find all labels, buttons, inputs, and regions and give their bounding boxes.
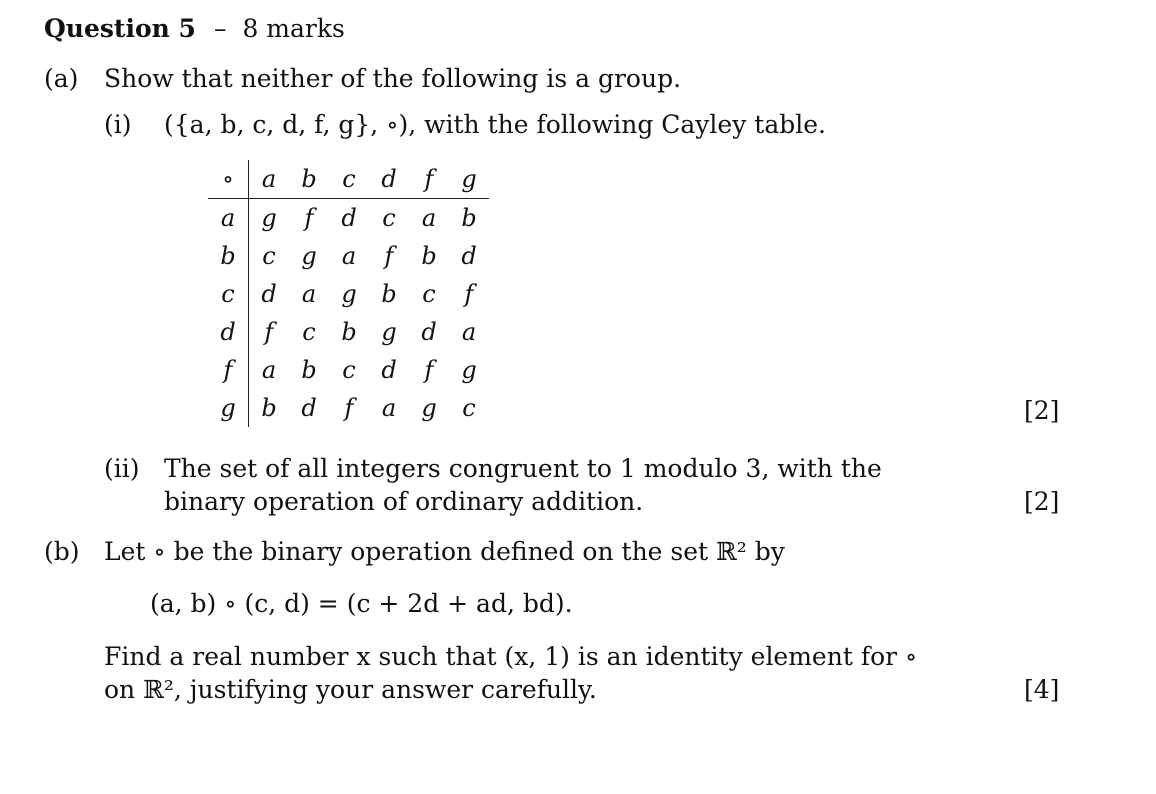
cayley-col-head: g: [449, 160, 489, 199]
cayley-cell: g: [461, 356, 477, 384]
cayley-cell: c: [382, 204, 396, 232]
part-a-ii-line2: binary operation of ordinary addition.: [164, 487, 644, 516]
part-a-ii-line1: The set of all integers congruent to 1 modulo 3, with the: [164, 454, 882, 483]
part-a-i-text: ({a, b, c, d, f, g}, ∘), with the following Cayley table.: [164, 110, 826, 139]
title-dash: –: [213, 14, 227, 43]
cayley-cell: b: [301, 356, 317, 384]
cayley-col-head: b: [289, 160, 329, 199]
cayley-cell: c: [342, 356, 356, 384]
cayley-cell: d: [381, 356, 397, 384]
cayley-cell: a: [381, 394, 397, 422]
cayley-cell: f: [304, 204, 314, 232]
cayley-row: [208, 313, 489, 351]
cayley-cell: g: [261, 204, 277, 232]
cayley-cell: f: [344, 394, 354, 422]
cayley-cell: g: [381, 318, 397, 346]
cayley-col-head: d: [369, 160, 409, 199]
part-b-line2: on ℝ², justifying your answer carefully.: [104, 675, 597, 704]
cayley-row: [208, 351, 489, 389]
cayley-row-head: a: [208, 199, 249, 238]
cayley-cell: g: [301, 242, 317, 270]
cayley-cell: f: [384, 242, 394, 270]
cayley-cell: c: [422, 280, 436, 308]
cayley-cell: b: [421, 242, 437, 270]
part-a-ii: [104, 454, 882, 483]
part-a: [44, 64, 681, 93]
cayley-row-head: f: [208, 351, 249, 389]
cayley-cell: d: [461, 242, 477, 270]
cayley-cell: b: [381, 280, 397, 308]
cayley-cell: b: [261, 394, 277, 422]
cayley-col-head: a: [249, 160, 290, 199]
cayley-cell: a: [461, 318, 477, 346]
cayley-row-head: d: [208, 313, 249, 351]
cayley-row: [208, 237, 489, 275]
part-a-label: (a): [44, 64, 79, 93]
cayley-row: [208, 199, 489, 238]
part-b: [44, 537, 785, 566]
cayley-col-head: f: [409, 160, 449, 199]
cayley-cell: b: [461, 204, 477, 232]
cayley-operator: ∘: [208, 160, 249, 199]
cayley-row-head: b: [208, 237, 249, 275]
question-header: [44, 14, 345, 43]
question-title: Question 5: [44, 14, 196, 43]
part-b-text: Let ∘ be the binary operation defined on the set ℝ² by: [104, 537, 785, 566]
part-a-i-marks: [2]: [1024, 396, 1060, 425]
part-a-ii-label: (ii): [104, 454, 140, 483]
question-marks: 8 marks: [242, 14, 345, 43]
cayley-cell: b: [341, 318, 357, 346]
cayley-cell: d: [261, 280, 277, 308]
cayley-cell: f: [424, 356, 434, 384]
part-a-i: [104, 110, 826, 139]
cayley-cell: f: [464, 280, 474, 308]
cayley-cell: d: [341, 204, 357, 232]
cayley-table: [208, 160, 489, 427]
part-a-ii-marks: [2]: [1024, 487, 1060, 516]
cayley-header-row: [208, 160, 489, 199]
cayley-cell: g: [341, 280, 357, 308]
part-a-text: Show that neither of the following is a group.: [104, 64, 682, 93]
part-a-i-label: (i): [104, 110, 132, 139]
cayley-cell: a: [421, 204, 437, 232]
part-b-marks: [4]: [1024, 675, 1060, 704]
cayley-cell: d: [301, 394, 317, 422]
cayley-row: [208, 389, 489, 427]
cayley-cell: c: [262, 242, 276, 270]
cayley-cell: a: [301, 280, 317, 308]
cayley-cell: f: [264, 318, 274, 346]
cayley-row-head: c: [208, 275, 249, 313]
cayley-col-head: c: [329, 160, 369, 199]
cayley-cell: a: [261, 356, 277, 384]
cayley-row-head: g: [208, 389, 249, 427]
cayley-cell: d: [421, 318, 437, 346]
cayley-row: [208, 275, 489, 313]
cayley-cell: a: [341, 242, 357, 270]
part-b-label: (b): [44, 537, 80, 566]
cayley-cell: g: [421, 394, 437, 422]
part-b-line1: Find a real number x such that (x, 1) is an identity element for ∘: [104, 642, 918, 671]
part-b-equation: (a, b) ∘ (c, d) = (c + 2d + ad, bd).: [150, 589, 573, 618]
cayley-cell: c: [302, 318, 316, 346]
cayley-cell: c: [462, 394, 476, 422]
